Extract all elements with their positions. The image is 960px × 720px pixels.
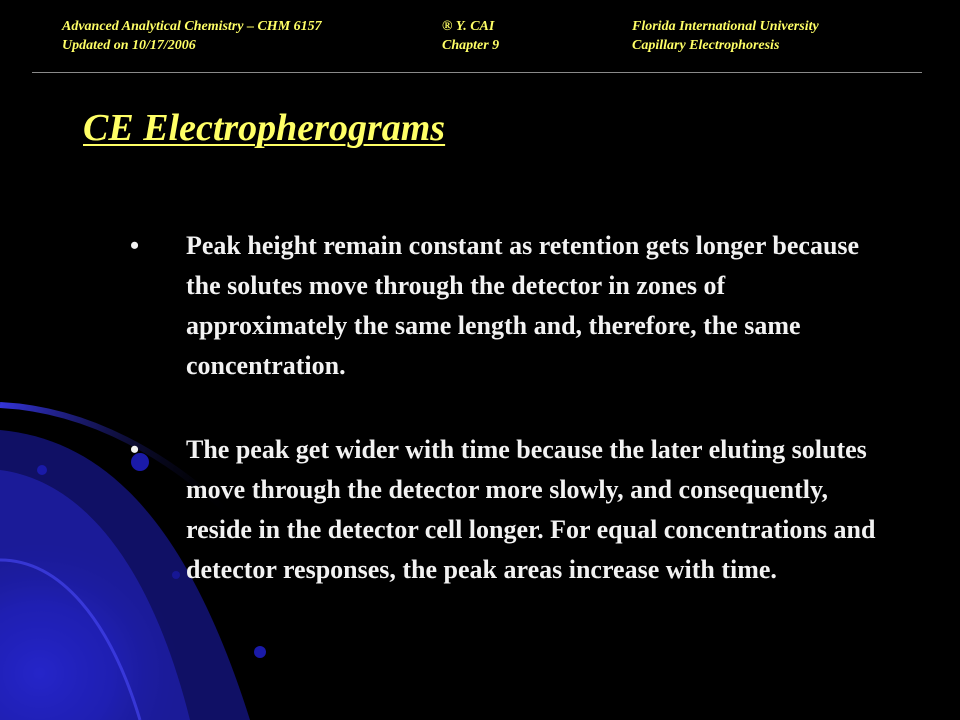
topic-name: Capillary Electrophoresis [632,38,780,53]
slide-title: CE Electropherograms [83,107,446,149]
bullet-text: The peak get wider with time because the later eluting solutes move through the detector more slowly, and consequently, reside in the detector cell longer. For equal concentrations and detector responses, the peak areas increase with time. [186,435,876,584]
author-name: ® Y. CAI [442,19,495,34]
chapter-label: Chapter 9 [442,38,500,53]
university-name: Florida International University [632,19,819,34]
header-author-info [442,17,499,55]
header-course-info [62,17,322,55]
course-name: Advanced Analytical Chemistry – CHM 6157 [62,19,322,34]
header-university-info [632,17,819,55]
updated-date: Updated on 10/17/2006 [62,38,196,53]
bullet-text: Peak height remain constant as retention gets longer because the solutes move through the detector in zones of approximately the same length and, therefore, the same concentration. [186,231,860,380]
bullet-marker: • [130,231,140,260]
bullet-marker: • [130,435,140,464]
header-divider [32,72,922,73]
